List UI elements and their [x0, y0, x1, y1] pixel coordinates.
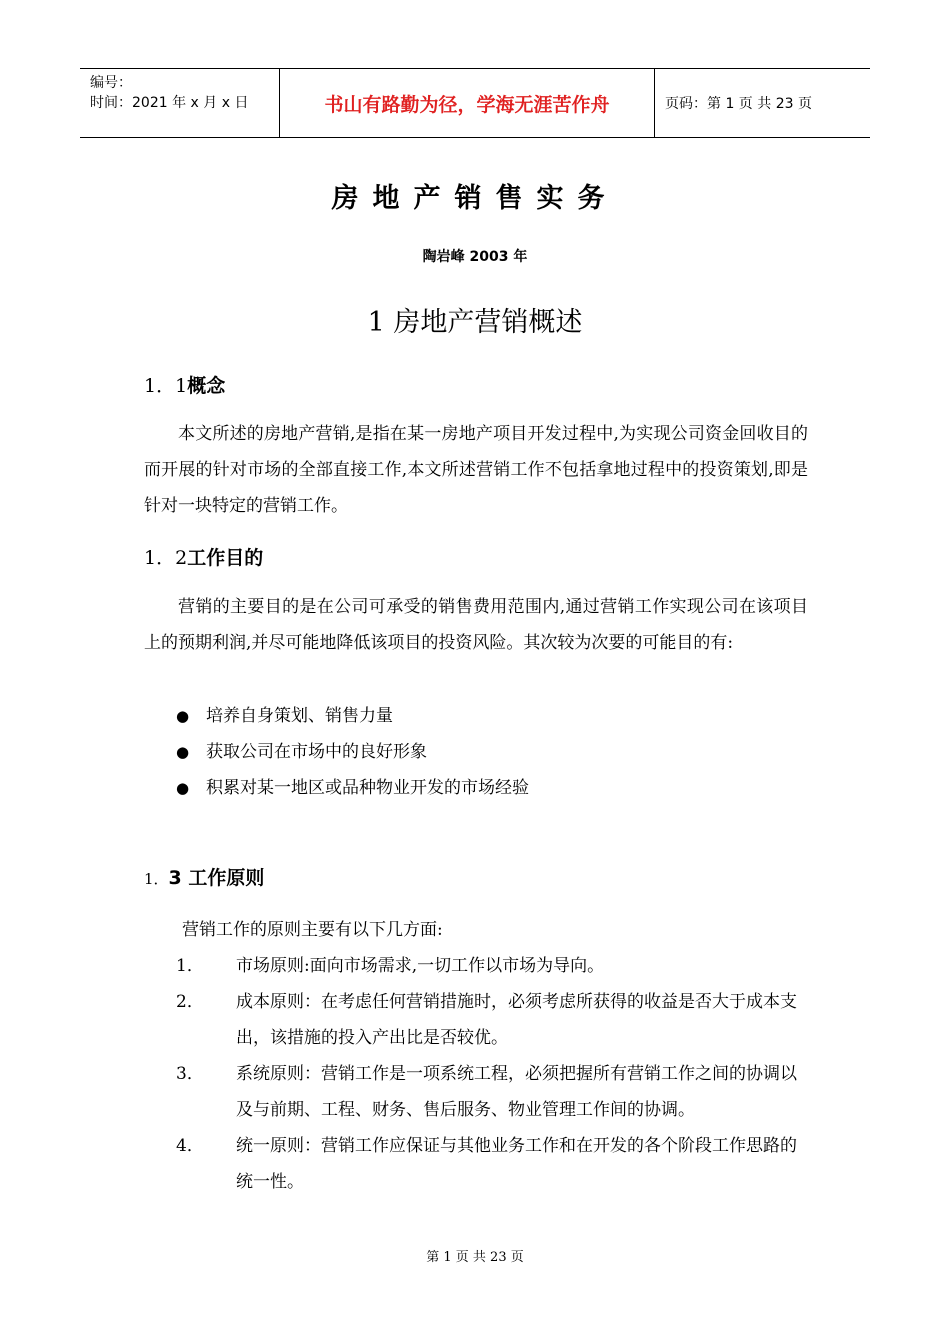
motto: 书山有路勤为径，学海无涯苦作舟	[280, 69, 655, 137]
item-number: 2．	[176, 992, 204, 1012]
header-table	[80, 68, 870, 138]
section-intro: 营销工作的原则主要有以下几方面:	[182, 920, 443, 940]
item-number: 4．	[176, 1136, 204, 1156]
list-item: ● 培养自身策划、销售力量	[176, 698, 529, 734]
header-meta	[80, 69, 280, 137]
section-heading-1-2	[144, 543, 263, 570]
item-text: 统一原则：营销工作应保证与其他业务工作和在开发的各个阶段工作思路的统一性。	[236, 1136, 797, 1192]
section-title: 工作目的	[187, 547, 264, 569]
list-item	[176, 1128, 808, 1200]
page-footer: 第 1 页 共 23 页	[426, 1250, 524, 1265]
list-item	[176, 984, 808, 1056]
time-label: 时间：2021 年 x 月 x 日	[90, 95, 249, 111]
document-title: 房地产销售实务	[331, 183, 619, 214]
chapter-heading: 1 房地产营销概述	[367, 307, 583, 338]
bullet-list	[176, 698, 529, 806]
page-info: 页码：第 1 页 共 23 页	[665, 96, 812, 112]
bullet-icon: ●	[176, 743, 190, 761]
section-heading-1-1	[144, 371, 225, 398]
section-number: 1．	[144, 870, 169, 888]
section-title: 3 工作原则	[168, 867, 265, 889]
item-number: 1．	[176, 956, 204, 976]
section-number: 1．1	[144, 375, 188, 397]
section-paragraph: 本文所述的房地产营销,是指在某一房地产项目开发过程中,为实现公司资金回收目的而开展的针对市场的全部直接工作,本文所述营销工作不包括拿地过程中的投资策划,即是针对一块特定的营销工作。	[144, 424, 808, 516]
list-item	[176, 948, 808, 984]
item-text: 系统原则：营销工作是一项系统工程，必须把握所有营销工作之间的协调以及与前期、工程、财务、售后服务、物业管理工作间的协调。	[236, 1064, 797, 1120]
item-number: 3．	[176, 1064, 204, 1084]
numbered-list	[176, 948, 808, 1200]
bullet-icon: ●	[176, 779, 190, 797]
section-number: 1．2	[144, 547, 188, 569]
section-paragraph: 营销的主要目的是在公司可承受的销售费用范围内,通过营销工作实现公司在该项目上的预期利润,并尽可能地降低该项目的投资风险。其次较为次要的可能目的有:	[144, 597, 808, 653]
section-heading-1-3	[144, 863, 264, 890]
document-author: 陶岩峰 2003 年	[422, 249, 528, 265]
list-item: ● 积累对某一地区或品种物业开发的市场经验	[176, 770, 529, 806]
item-text: 市场原则:面向市场需求,一切工作以市场为导向。	[236, 956, 605, 976]
section-title: 概念	[187, 375, 226, 397]
number-label: 编号：	[90, 75, 132, 91]
list-item: ● 获取公司在市场中的良好形象	[176, 734, 529, 770]
bullet-icon: ●	[176, 707, 190, 725]
list-item	[176, 1056, 808, 1128]
item-text: 成本原则：在考虑任何营销措施时，必须考虑所获得的收益是否大于成本支出，该措施的投入产出比是否较优。	[236, 992, 797, 1048]
